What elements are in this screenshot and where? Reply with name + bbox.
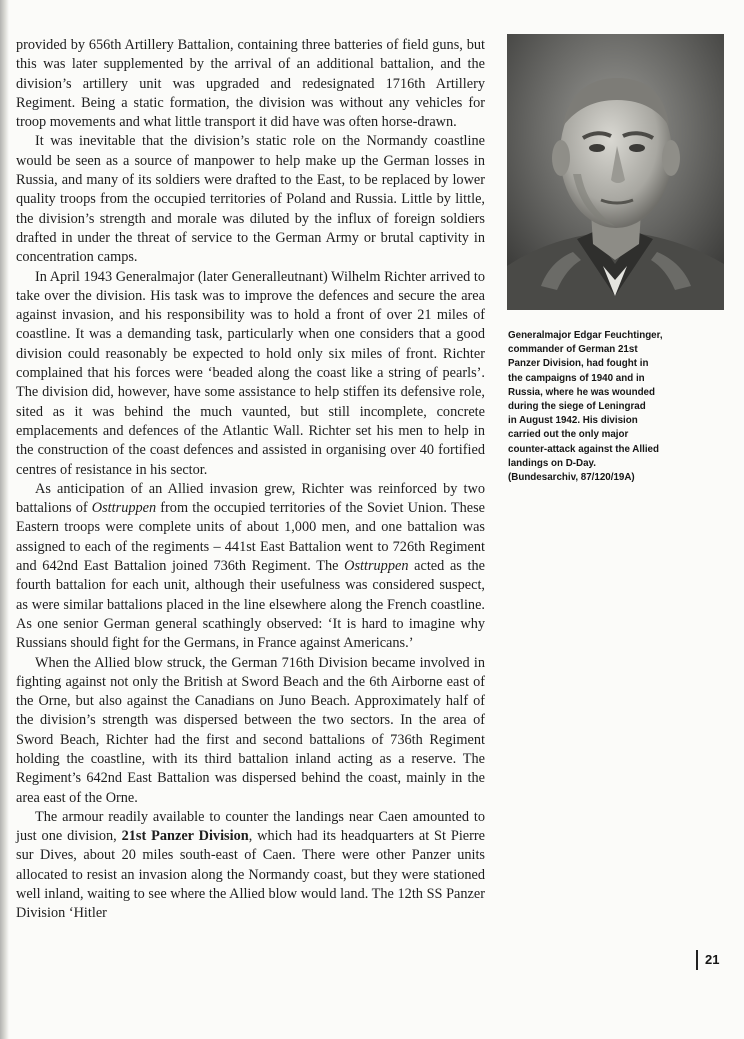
caption-line: landings on D-Day. bbox=[508, 457, 596, 469]
italic-term: Osttruppen bbox=[91, 500, 157, 517]
caption-line: Panzer Division, had fought in bbox=[508, 358, 649, 370]
paragraph bbox=[16, 132, 485, 267]
paragraph bbox=[16, 808, 485, 924]
paragraph-text: As anticipation of an Allied invasion grew, Richter was reinforced by two battalions of bbox=[16, 480, 485, 517]
page-spine-shadow bbox=[0, 0, 9, 1039]
caption-line: Generalmajor Edgar Feuchtinger, bbox=[508, 330, 663, 341]
paragraph bbox=[16, 654, 485, 808]
portrait-photo bbox=[507, 34, 724, 310]
caption-line: commander of German 21st bbox=[508, 344, 638, 356]
photo-caption bbox=[508, 329, 722, 485]
caption-line: counter-attack against the Allied bbox=[508, 443, 659, 455]
paragraph-text: provided by 656th Artillery Battalion, containing three batteries of field guns, but this was later supplemented by the arrival of an additional battalion, and the division’s artillery unit was upgraded and redesignated 1716th Artillery Regiment. Being a static formation, the division was without any vehicles for troop movements and what little transport it did have was often horse-drawn. bbox=[16, 37, 485, 131]
paragraph-text: When the Allied blow struck, the German 716th Division became involved in fighting against not only the British at Sword Beach and the 6th Airborne east of the Orne, but also against the Canadians on Juno Beach. Approximately half of the division’s strength was dispersed between the two sectors. In the area of Sword Beach, Richter had the first and second battalions of 736th Regiment holding the coastline, with its third battalion inland acting as a reserve. The Regiment’s 642nd East Battalion was dispersed behind the coast, mainly in the area east of the Orne. bbox=[16, 654, 485, 806]
bold-term: 21st Panzer Division bbox=[121, 828, 249, 845]
paragraph bbox=[16, 480, 485, 654]
caption-line: in August 1942. His division bbox=[508, 415, 638, 427]
paragraph bbox=[16, 268, 485, 480]
paragraph-text: , which had its headquarters at St Pierre sur Dives, about 20 miles south-east of Caen. There were other Panzer units allocated to resist an invasion along the Normandy coast, but they were stationed well inland, waiting to see where the Allied blow would land. The 12th SS Panzer Division ‘Hitler bbox=[16, 828, 486, 922]
body-text bbox=[16, 36, 485, 924]
page-number: 21 bbox=[705, 952, 720, 967]
italic-term: Osttruppen bbox=[344, 558, 409, 575]
caption-line: Russia, where he was wounded bbox=[508, 386, 655, 398]
page-number-rule bbox=[696, 950, 698, 970]
portrait-photo-icon bbox=[507, 34, 724, 310]
paragraph-text: It was inevitable that the division’s static role on the Normandy coastline would be seen as a source of manpower to help make up the German losses in Russia, and many of its soldiers were drafted to the East, to be replaced by lower quality troops from the occupied territories of Poland and Russia. Little by little, the division’s strength and morale was diluted by the influx of foreign soldiers drafted in under the threat of service to the German Army or brutal captivity in concentration camps. bbox=[16, 133, 485, 266]
paragraph-text: The armour readily available to counter the landings near Caen amounted to just one division, bbox=[16, 808, 485, 845]
caption-line: (Bundesarchiv, 87/120/19A) bbox=[508, 472, 635, 484]
paragraph-text: In April 1943 Generalmajor (later Generalleutnant) Wilhelm Richter arrived to take over the division. His task was to improve the defences and secure the area against invasion, and his responsibility was to hold a front of over 21 miles of coastline. It was a demanding task, particularly when one considers that a good division could reasonably be expected to hold only six miles of front. Richter complained that his forces were ‘beaded along the coast like a string of pearls’. The division did, however, have some assistance to help stiffen its defensive role, sited as it was behind the much vaunted, but still incomplete, concrete emplacements and defences of the Atlantic Wall. Richter set his men to help in the construction of the coast defences and assisted in organising over 40 fortified centres of resistance in his sector. bbox=[16, 268, 485, 478]
caption-line: carried out the only major bbox=[508, 429, 629, 441]
caption-line: during the siege of Leningrad bbox=[508, 401, 646, 413]
paragraph-text: acted as the fourth battalion for each unit, although their usefulness was considered suspect, as were similar battalions placed in the line elsewhere along the French coastline. As one senior German general scathingly observed: ‘It is hard to imagine why Russians should fight for the Germans, in France against Americans.’ bbox=[16, 558, 485, 652]
paragraph-text: from the occupied territories of the Soviet Union. These Eastern troops were complete units of about 1,000 men, and one battalion was assigned to each of the regiments – 441st East Battalion went to 726th Regiment and 642nd East Battalion joined 736th Regiment. The bbox=[16, 500, 485, 575]
paragraph bbox=[16, 36, 485, 132]
caption-line: the campaigns of 1940 and in bbox=[508, 372, 645, 384]
